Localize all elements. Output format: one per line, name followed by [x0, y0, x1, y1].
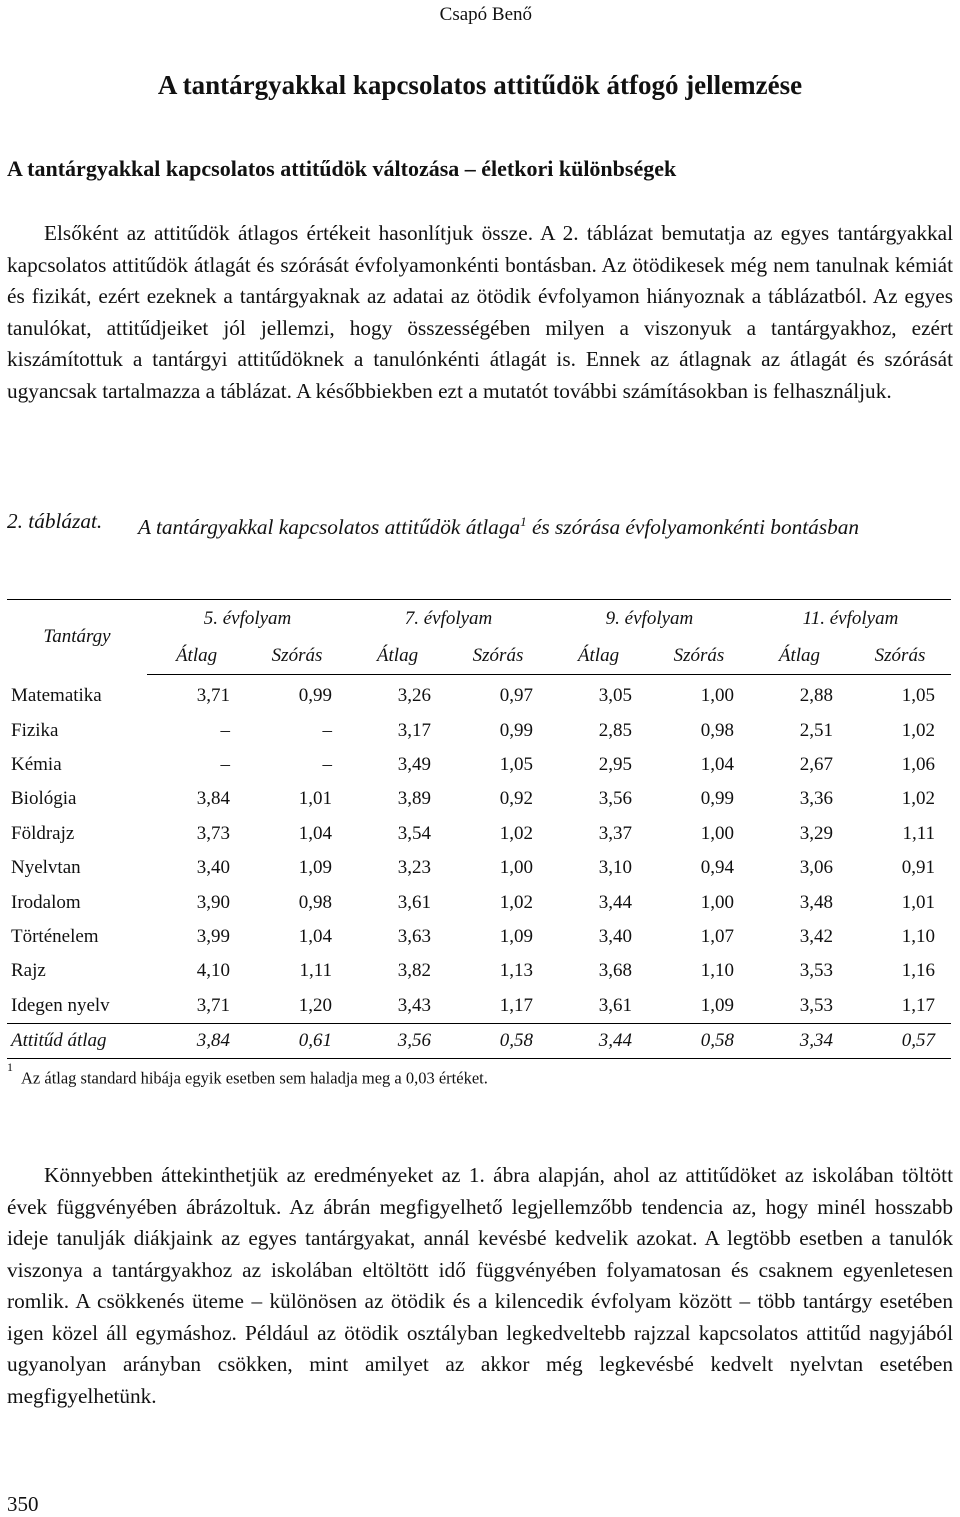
table-row: [7, 954, 951, 988]
value-cell: 3,54: [397, 822, 432, 844]
value-cell: 0,61: [246, 1023, 348, 1058]
value-cell: 2,51: [799, 719, 833, 741]
value-cell: 3,37: [598, 822, 633, 844]
value-cell: 1,01: [901, 891, 935, 913]
value-cell: 1,10: [700, 960, 734, 982]
sub-header: Szórás: [648, 638, 750, 675]
table-row: [7, 920, 951, 954]
value-cell: 3,48: [799, 891, 833, 913]
value-cell: 1,05: [901, 685, 935, 707]
value-cell: 3,49: [397, 753, 432, 775]
table-row: [7, 748, 951, 782]
value-cell: 2,95: [598, 753, 633, 775]
value-cell: 2,85: [598, 719, 633, 741]
value-cell: 1,00: [700, 822, 734, 844]
paragraph-figure: [7, 1160, 953, 1412]
table-caption-label: 2. táblázat.: [7, 509, 103, 533]
value-cell: 3,53: [799, 960, 833, 982]
sub-header: Átlag: [348, 638, 447, 675]
footnote: [7, 1060, 488, 1089]
value-cell: 1,11: [902, 822, 935, 844]
subject-cell: Nyelvtan: [11, 857, 81, 879]
value-cell: 3,84: [147, 1023, 246, 1058]
value-cell: 3,23: [397, 857, 432, 879]
subject-cell: Idegen nyelv: [11, 994, 110, 1016]
value-cell: 1,20: [298, 994, 332, 1016]
subject-cell: Rajz: [11, 960, 46, 982]
value-cell: 0,91: [901, 857, 935, 879]
sub-header: Átlag: [147, 638, 246, 675]
value-cell: 1,07: [700, 925, 734, 947]
value-cell: 3,71: [196, 685, 231, 707]
subject-cell: Kémia: [11, 753, 62, 775]
subject-cell: Irodalom: [11, 891, 81, 913]
value-cell: 1,00: [499, 857, 533, 879]
value-cell: 1,09: [298, 857, 332, 879]
value-cell: 0,58: [447, 1023, 549, 1058]
table-row: [7, 851, 951, 885]
value-cell: 0,58: [648, 1023, 750, 1058]
value-cell: 1,01: [298, 788, 332, 810]
subject-cell: Biológia: [11, 788, 77, 810]
value-cell: 3,61: [397, 891, 432, 913]
page-title: A tantárgyakkal kapcsolatos attitűdök átfogó jellemzése: [157, 70, 803, 100]
value-cell: 3,73: [196, 822, 231, 844]
table-row: [7, 782, 951, 816]
value-cell: 1,02: [499, 891, 533, 913]
table-row: [7, 713, 951, 747]
value-cell: 1,17: [499, 994, 533, 1016]
sub-header: Szórás: [246, 638, 348, 675]
value-cell: 1,02: [901, 788, 935, 810]
footnote-mark: 1: [7, 1060, 13, 1074]
value-cell: 3,05: [598, 685, 633, 707]
group-header: 9. évfolyam: [549, 600, 750, 639]
value-cell: 3,90: [196, 891, 231, 913]
table-caption-main: A tantárgyakkal kapcsolatos attitűdök átlaga: [138, 515, 521, 540]
value-cell: 1,11: [299, 960, 332, 982]
value-cell: 0,99: [499, 719, 533, 741]
value-cell: 1,05: [499, 753, 533, 775]
value-cell: 3,10: [598, 857, 633, 879]
value-cell: 1,16: [901, 960, 935, 982]
value-cell: 1,04: [700, 753, 734, 775]
value-cell: 1,04: [298, 925, 332, 947]
subject-cell: Fizika: [11, 719, 59, 741]
value-cell: 2,88: [799, 685, 833, 707]
value-cell: 3,40: [196, 857, 231, 879]
value-cell: 1,10: [901, 925, 935, 947]
value-cell: 3,84: [196, 788, 231, 810]
value-cell: 3,63: [397, 925, 432, 947]
paragraph-intro: [7, 218, 953, 407]
value-cell: 0,57: [849, 1023, 951, 1058]
attitude-table: [7, 599, 951, 1059]
subject-cell: Földrajz: [11, 822, 75, 844]
value-cell: 0,98: [298, 891, 332, 913]
sub-header: Átlag: [750, 638, 849, 675]
group-header: 11. évfolyam: [750, 600, 951, 639]
page-number: 350: [7, 1492, 39, 1516]
value-cell: 1,02: [499, 822, 533, 844]
value-cell: 3,53: [799, 994, 833, 1016]
value-cell: 1,04: [298, 822, 332, 844]
value-cell: 3,68: [598, 960, 633, 982]
table-row: [7, 989, 951, 1024]
value-cell: –: [220, 719, 231, 741]
value-cell: 3,56: [598, 788, 633, 810]
value-cell: 3,06: [799, 857, 833, 879]
value-cell: 1,17: [901, 994, 935, 1016]
table-body: [7, 675, 951, 1059]
subject-cell: Matematika: [11, 684, 102, 706]
table-caption-rest: és szórása évfolyamonkénti bontásban: [526, 515, 860, 540]
subject-cell: Attitűd átlag: [7, 1023, 147, 1058]
value-cell: 0,99: [298, 685, 332, 707]
footnote-ref: 1: [520, 514, 527, 529]
value-cell: 3,61: [598, 994, 633, 1016]
value-cell: 3,44: [598, 891, 633, 913]
subject-cell: Történelem: [11, 925, 99, 947]
value-cell: 3,36: [799, 788, 833, 810]
value-cell: 1,13: [499, 960, 533, 982]
paragraph-intro-text: Elsőként az attitűdök átlagos értékeit hasonlítjuk össze. A 2. táblázat bemutatja az egyes tantárgyakkal kapcsolatos attitűdök átlagát és szórását évfolyamonkénti bontásban. Az ötödikesek még nem tanulnak kémiát és fizikát, ezért ezeknek a tantárgyaknak az adatai az ötödik évfolyamon hiányoznak a táblázatból. Az egyes tanulókat, attitűdjeiket jól jellemzi, hogy összességében milyen a viszonyuk a tantárgyakhoz, ezért kiszámítottuk a tantárgyi attitűdöknek a tanulónkénti átlagát is. Ennek az átlagnak az átlagát és szórását ugyancsak tartalmazza a táblázat. A későbbiekben ezt a mutatót további számításokban is felhasználjuk.: [7, 221, 953, 403]
value-cell: –: [322, 753, 332, 775]
value-cell: 0,98: [700, 719, 734, 741]
value-cell: 3,34: [750, 1023, 849, 1058]
sub-header: Átlag: [549, 638, 648, 675]
group-header: 7. évfolyam: [348, 600, 549, 639]
table-group-header: [7, 600, 951, 639]
value-cell: 1,09: [499, 925, 533, 947]
value-cell: 3,43: [397, 994, 432, 1016]
value-cell: 0,94: [700, 857, 734, 879]
table-caption-text: [138, 506, 953, 544]
value-cell: 3,17: [397, 719, 432, 741]
table-row: [7, 817, 951, 851]
value-cell: 3,89: [397, 788, 432, 810]
footnote-text: Az átlag standard hibája egyik esetben sem haladja meg a 0,03 értéket.: [21, 1068, 488, 1088]
value-cell: 0,99: [700, 788, 734, 810]
value-cell: 1,00: [700, 685, 734, 707]
value-cell: 0,97: [499, 685, 533, 707]
running-head: Csapó Benő: [439, 4, 532, 25]
value-cell: 3,29: [799, 822, 833, 844]
value-cell: 0,92: [499, 788, 533, 810]
value-cell: 3,26: [397, 685, 432, 707]
summary-row: [7, 1023, 951, 1058]
value-cell: –: [322, 719, 332, 741]
value-cell: 4,10: [196, 960, 231, 982]
value-cell: 2,67: [799, 753, 833, 775]
table-caption: [7, 506, 953, 544]
value-cell: 3,82: [397, 960, 432, 982]
group-header: 5. évfolyam: [147, 600, 348, 639]
value-cell: 3,56: [348, 1023, 447, 1058]
value-cell: 1,09: [700, 994, 734, 1016]
sub-header: Szórás: [849, 638, 951, 675]
section-heading: A tantárgyakkal kapcsolatos attitűdök változása – életkori különbségek: [7, 156, 677, 181]
value-cell: 3,44: [549, 1023, 648, 1058]
corner-header: Tantárgy: [7, 600, 147, 675]
paragraph-figure-text: Könnyebben áttekinthetjük az eredményeket az 1. ábra alapján, ahol az attitűdöket az iskolában töltött évek függvényében ábrázoltuk. Az ábrán megfigyelhető legjellemzőbb tendencia az, hogy minél hosszabb ideje tanulják diákjaink az egyes tantárgyakat, annál kevésbé kedvelik azokat. A legtöbb esetben a tanulók viszonya a tantárgyakhoz az iskolában eltöltött idő függvényében folyamatosan és csaknem egyenletesen romlik. A csökkenés üteme – különösen az ötödik és a kilencedik évfolyam között – több tantárgy esetében igen közel áll egymáshoz. Például az ötödik osztályban legkedveltebb rajzzal kapcsolatos attitűd nagyjából ugyanolyan arányban csökken, mint amilyet az akkor még legkevésbé kedvelt nyelvtan esetében megfigyelhetünk.: [7, 1163, 953, 1408]
table-row: [7, 885, 951, 919]
value-cell: –: [220, 753, 231, 775]
table-row: [7, 675, 951, 714]
value-cell: 1,06: [901, 753, 935, 775]
value-cell: 3,40: [598, 925, 633, 947]
value-cell: 3,42: [799, 925, 833, 947]
value-cell: 3,71: [196, 994, 231, 1016]
table-sub-header: [7, 638, 951, 675]
value-cell: 3,99: [196, 925, 231, 947]
value-cell: 1,02: [901, 719, 935, 741]
value-cell: 1,00: [700, 891, 734, 913]
sub-header: Szórás: [447, 638, 549, 675]
